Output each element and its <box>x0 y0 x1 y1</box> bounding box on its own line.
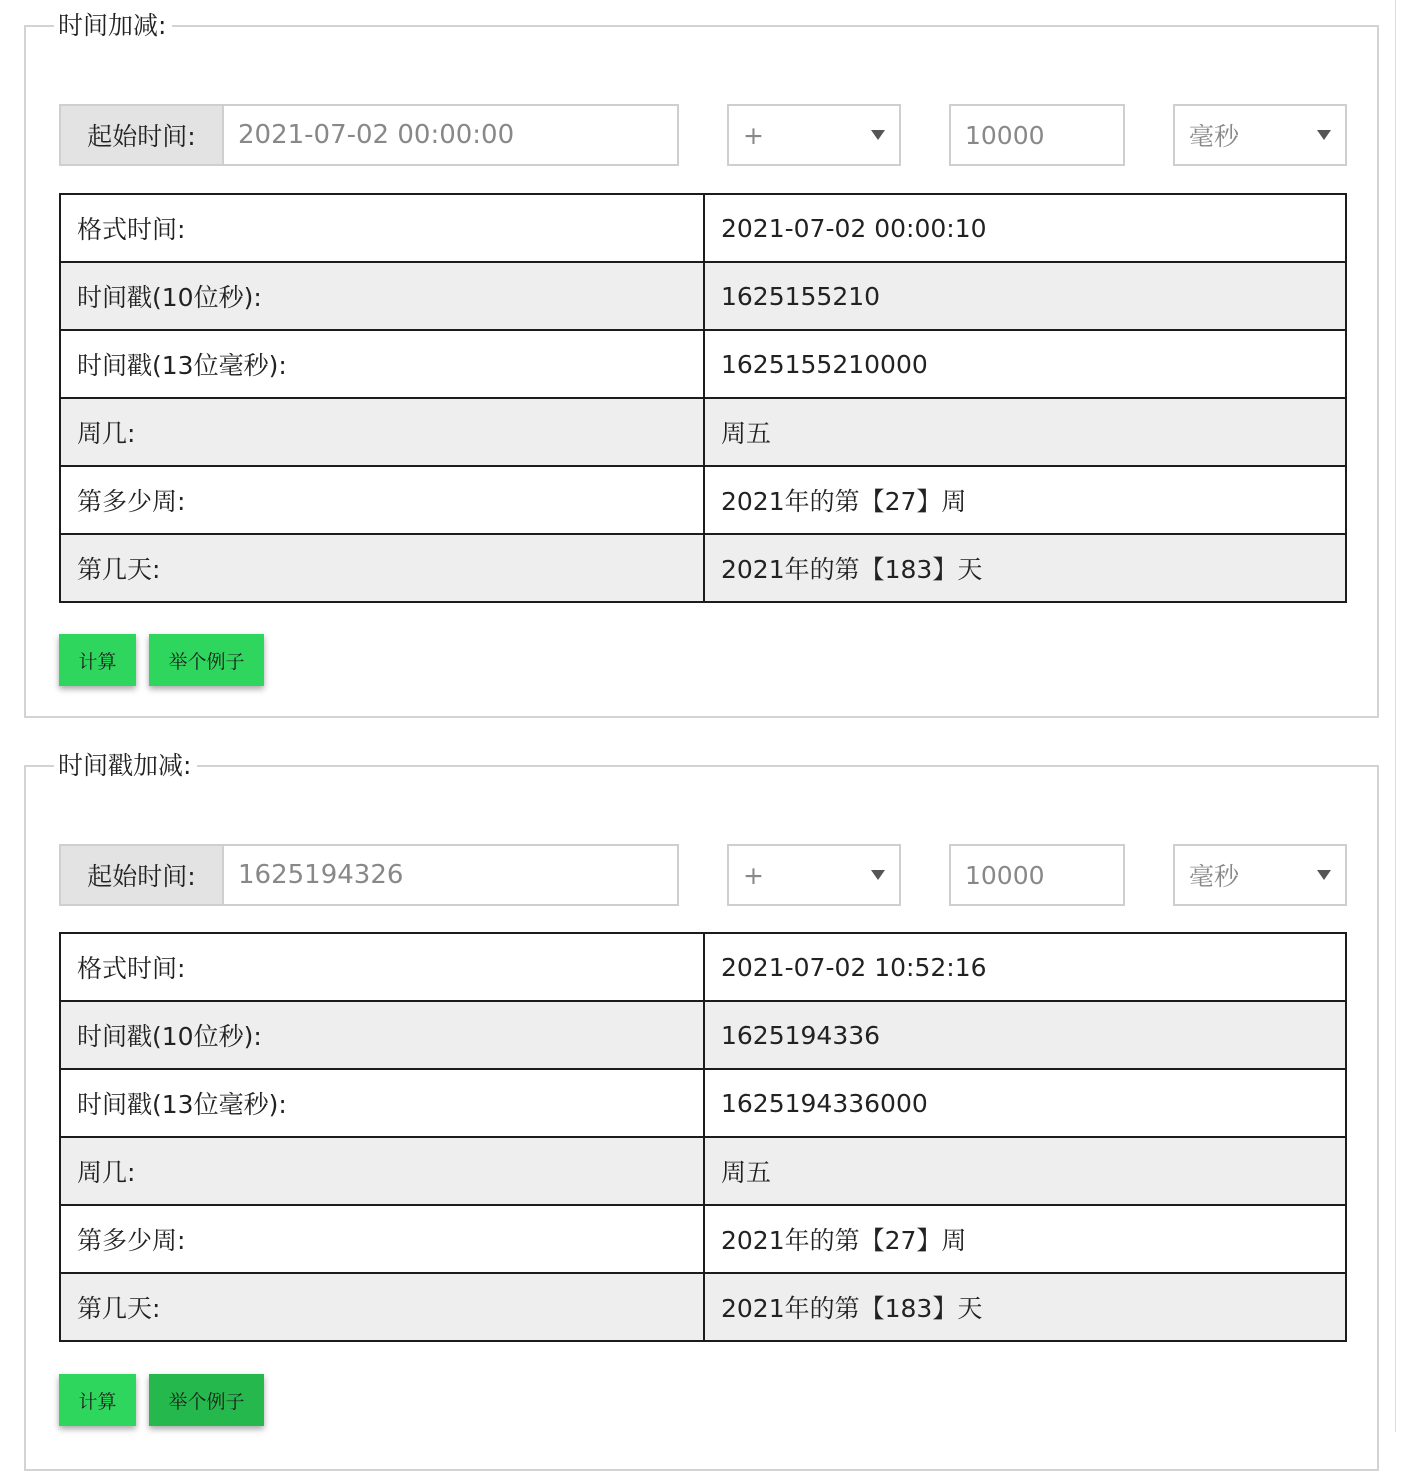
row-label: 第几天: <box>60 534 704 602</box>
row-value: 2021年的第【183】天 <box>704 1273 1346 1341</box>
dropdown-arrow-icon <box>871 130 885 140</box>
result-table <box>59 932 1347 1342</box>
row-value: 1625155210 <box>704 262 1346 330</box>
start-time-label: 起始时间: <box>59 104 222 166</box>
start-time-input[interactable]: 1625194326 <box>222 844 679 906</box>
amount-input[interactable] <box>949 844 1125 906</box>
table-row <box>60 1069 1346 1137</box>
unit-select[interactable] <box>1173 104 1347 166</box>
example-button[interactable]: 举个例子 <box>149 634 264 686</box>
row-value: 1625194336 <box>704 1001 1346 1069</box>
row-label: 格式时间: <box>60 933 704 1001</box>
row-value: 2021年的第【27】周 <box>704 1205 1346 1273</box>
row-label: 时间戳(13位毫秒): <box>60 1069 704 1137</box>
row-label: 第几天: <box>60 1273 704 1341</box>
row-label: 周几: <box>60 398 704 466</box>
timestamp-add-subtract-panel <box>24 751 1379 1471</box>
row-value: 2021-07-02 10:52:16 <box>704 933 1346 1001</box>
table-row <box>60 262 1346 330</box>
row-label: 时间戳(10位秒): <box>60 1001 704 1069</box>
unit-select-value: 毫秒 <box>1189 862 1240 891</box>
amount-input-value: 10000 <box>965 860 1045 890</box>
unit-select-value: 毫秒 <box>1189 122 1240 151</box>
unit-select[interactable] <box>1173 844 1347 906</box>
operator-select-value: + <box>743 860 764 890</box>
start-time-group <box>59 104 679 166</box>
amount-input-value: 10000 <box>965 120 1045 150</box>
calculate-button[interactable]: 计算 <box>59 634 136 686</box>
table-row <box>60 398 1346 466</box>
operator-select-value: + <box>743 120 764 150</box>
dropdown-arrow-icon <box>871 870 885 880</box>
table-row <box>60 1273 1346 1341</box>
panel-legend: 时间戳加减: <box>58 751 192 780</box>
table-row <box>60 194 1346 262</box>
row-value: 2021年的第【183】天 <box>704 534 1346 602</box>
table-row <box>60 466 1346 534</box>
operator-select[interactable] <box>727 844 901 906</box>
row-label: 第多少周: <box>60 466 704 534</box>
example-button[interactable]: 举个例子 <box>149 1374 264 1426</box>
amount-input[interactable] <box>949 104 1125 166</box>
table-row <box>60 1001 1346 1069</box>
start-time-group <box>59 844 679 906</box>
table-row <box>60 1137 1346 1205</box>
row-value: 2021-07-02 00:00:10 <box>704 194 1346 262</box>
row-label: 第多少周: <box>60 1205 704 1273</box>
dropdown-arrow-icon <box>1317 870 1331 880</box>
table-row <box>60 1205 1346 1273</box>
dropdown-arrow-icon <box>1317 130 1331 140</box>
page-edge-divider <box>1395 0 1396 1432</box>
row-label: 时间戳(10位秒): <box>60 262 704 330</box>
row-label: 格式时间: <box>60 194 704 262</box>
row-value: 2021年的第【27】周 <box>704 466 1346 534</box>
row-label: 周几: <box>60 1137 704 1205</box>
table-row <box>60 933 1346 1001</box>
result-table <box>59 193 1347 603</box>
panel-legend: 时间加减: <box>58 11 167 40</box>
table-row <box>60 534 1346 602</box>
row-value: 1625155210000 <box>704 330 1346 398</box>
row-value: 周五 <box>704 398 1346 466</box>
calculate-button[interactable]: 计算 <box>59 1374 136 1426</box>
start-time-label: 起始时间: <box>59 844 222 906</box>
start-time-input[interactable]: 2021-07-02 00:00:00 <box>222 104 679 166</box>
row-label: 时间戳(13位毫秒): <box>60 330 704 398</box>
operator-select[interactable] <box>727 104 901 166</box>
row-value: 周五 <box>704 1137 1346 1205</box>
row-value: 1625194336000 <box>704 1069 1346 1137</box>
table-row <box>60 330 1346 398</box>
time-add-subtract-panel <box>24 11 1379 718</box>
